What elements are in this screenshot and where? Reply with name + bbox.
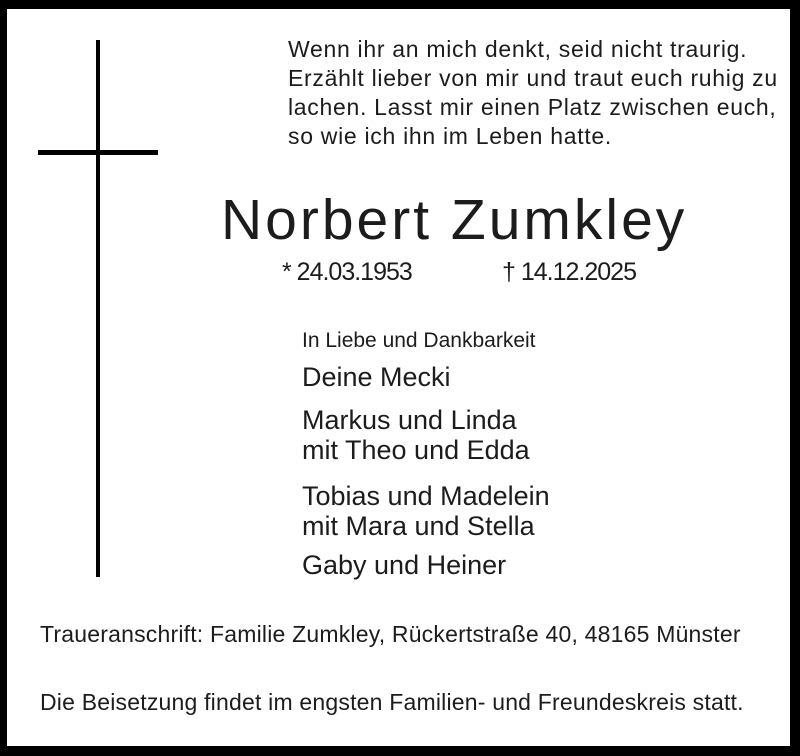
mourner-group (302, 550, 506, 580)
funeral-note-line: Die Beisetzung findet im engsten Familien- und Freundeskreis statt. (40, 689, 744, 715)
mourner-line: mit Mara und Stella (302, 511, 535, 541)
mourner-line: Deine Mecki (302, 362, 451, 392)
epigraph-line: Erzählt lieber von mir und traut euch ruhig zu (288, 65, 778, 91)
epigraph-line: lachen. Lasst mir einen Platz zwischen euch, (288, 94, 777, 120)
cross-horizontal-bar (38, 150, 158, 155)
epigraph-line: Wenn ihr an mich denkt, seid nicht traurig. (288, 36, 748, 62)
mourning-address-line: Traueranschrift: Familie Zumkley, Rückertstraße 40, 48165 Münster (40, 621, 741, 647)
birth-date: * 24.03.1953 (282, 258, 412, 286)
epigraph-line: so wie ich ihn im Leben hatte. (288, 123, 613, 149)
death-date: † 14.12.2025 (502, 258, 636, 286)
epigraph (288, 35, 778, 151)
mourner-line: Tobias und Madelein (302, 481, 550, 511)
mourner-group (302, 481, 550, 541)
dedication-line: In Liebe und Dankbarkeit (302, 329, 536, 352)
mourner-line: mit Theo und Edda (302, 435, 530, 465)
mourner-line: Markus und Linda (302, 405, 517, 435)
mourner-group (302, 362, 451, 392)
mourner-group (302, 405, 530, 465)
deceased-name: Norbert Zumkley (221, 188, 688, 252)
mourner-line: Gaby und Heiner (302, 550, 507, 580)
cross-vertical-bar (96, 40, 100, 577)
